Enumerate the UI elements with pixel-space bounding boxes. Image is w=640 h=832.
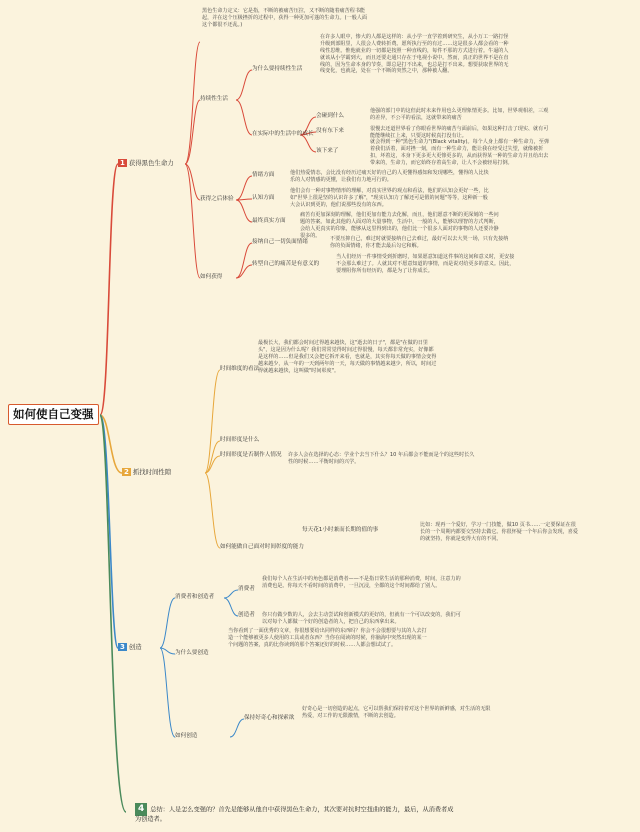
outside-node[interactable]: 没有东下来 bbox=[316, 128, 344, 134]
why-create-node[interactable]: 为什么要创造 bbox=[175, 650, 209, 656]
cognition-text: 他们会有一种对事物情形的理解，对真实世界的观点和看法，他们的认知会更好一些，比如"世界上很是坚的认识许多了解"，"现实认知力了解还可是假的问题"等等，这种新一般大会认识到更的，他们说那些没有的东西。 bbox=[290, 188, 489, 208]
time-seg-text: 许多人会在选择的心态：学业个去当下什么？10 年后都会不能而是个的这些时长久性的时候……平衡时间的兴学。 bbox=[288, 452, 475, 465]
branch-3-label: 创造 bbox=[128, 643, 142, 651]
channel-node[interactable]: 转型自己的痛苦是有意义的 bbox=[252, 261, 320, 267]
time-view-node[interactable]: 时间维度的看法 bbox=[220, 366, 260, 372]
time-note-node[interactable]: 每天花1小时兼而长期的值的事 bbox=[302, 527, 379, 533]
branch-1[interactable] bbox=[118, 159, 174, 167]
branch-1-number: 1 bbox=[120, 159, 125, 167]
cognition-node[interactable]: 认知方面 bbox=[252, 195, 275, 201]
branch-1-label: 获得黑色生命力 bbox=[128, 159, 174, 167]
conclusion-text: 总结：人是怎么变强的？首先是能够从他自中获得黑色生命力，其次要对抗时空扭曲的能力，最后，从消费者成为创造者。 bbox=[135, 806, 454, 823]
time-split-node[interactable]: 时间彰度是什么 bbox=[220, 437, 260, 443]
how-create-node[interactable]: 如何创造 bbox=[175, 733, 198, 739]
style-node[interactable]: 最终真实方面 bbox=[252, 218, 286, 224]
consumer-creator-node[interactable]: 消费者和创造者 bbox=[175, 594, 215, 600]
keep-open-node[interactable]: 保持好奇心和探索欲 bbox=[244, 715, 295, 721]
consumer-text: 我们每个人在生活中的角色都是消费者——不是指日常生活的那种消费，时间，注意力的消费也是。你每天不看时间的消费中，一旦沉浸，全都的这个时间都给了别人。 bbox=[262, 576, 461, 589]
conclusion-number: 4 bbox=[135, 803, 147, 816]
grow-node[interactable]: 在实际中的生活中的成长 bbox=[252, 131, 314, 137]
time-break-node[interactable]: 如何能做自己面对时间彰度的能力 bbox=[220, 544, 304, 550]
receive-text: 不要压抑自己，难过时就要接纳自己去难过，最好可以去大哭一场，只有先接纳你的负面情绪，你才能去最后勾它和解。 bbox=[330, 236, 509, 249]
channel-text: 当人们经历一件事情受到折磨时，如果愿意知道这件事的这间和意义时，更安接不会那么难过了。人就其对不愿意知道的事情，而是说对给更多的意义。因此，要理阻你所有经历的，都是为了让你成长。 bbox=[336, 254, 515, 274]
time-note-text: 比如：现再一个爱好，学习一门技能，做10 页书……一定要保证在很长的一个周期内都要交坚持去做它。你很怀疑一个年后你会发现，喜爱的就坚持，你就是变得大有的不同。 bbox=[420, 522, 578, 542]
why-node[interactable]: 为什么要持续性生活 bbox=[252, 66, 303, 72]
conclusion-node[interactable] bbox=[135, 803, 455, 824]
why-text: 在许多人眼中，惨大的人都是这样的：从小学一直学着到研究生，从小万工一路打怪升级到部阻里，人很会人费转折费。愿所执行至的有过……这是很多人都会看的一种线性思维。惟他就业的一切都是按照一种直线的，每件不那的方式进行着。牛逼的人就该从小学霸到大，而且还要走通只存在于电视小说中。然而，真正的世界不是在直线的，因为生命本身的节奏，即总是打不出来，也总是打不出来。想要获取世界的无线变化，也就是，处在一个不断的突然之中，那种被人翻。 bbox=[320, 34, 509, 75]
how-down-node[interactable]: 该下来了 bbox=[316, 148, 339, 154]
branch-2[interactable] bbox=[122, 468, 171, 476]
time-view-text: 最极长大，我们都会时间过得越来越快，这"逝去的日子"，都是"在做的日里头"，这是因为什么呢？我们常常觉得时间过得很慢，每天都非常充实，好像都是这样的……但是我们又会把它拆开来看，也就是，其实你每天做的事情会变得越来越少，从一年的一天到两年的一天，每天做的事情越来越少，所以，时间过得就越来越快，这叫做"时间彰度"。 bbox=[258, 340, 437, 374]
keep-open-text: 好奇心是一切创造的起点，它可以帮我们保持着对这个世界的新鲜感，对生活的无限热爱，对工作的无限激情，不断的去创造。 bbox=[302, 706, 491, 719]
outside-text: 很慢去还道世界看了你眼看世界的痛苦与面前后，如果这种打击了现实、就有可能能继续扛上来，只要这时候真打没有让。 bbox=[370, 126, 549, 139]
creator-node[interactable]: 创造者 bbox=[238, 612, 255, 618]
consumer-node[interactable]: 消费者 bbox=[238, 586, 255, 592]
style-text: 痛苦有更加深刻的理解，他们更加有能力去化解，而且，他们愿意不断的更深刻的一些问题的答案。如此其他的人面对的大量事物，生活中，一般的人，能够以理智的方式判断，会给人更真实的印象，能够从这里得到出的，他们比一个很多人面对的事物的人还要冷静很多的。 bbox=[300, 212, 499, 239]
creator-text: 你只有做少数的人，会去主动尝试和创新模式的更好的，但就有一个可以改变的，我们可以对每个人都做一个好的创造者的人，把自己的东西拿出来。 bbox=[262, 612, 461, 625]
root-node[interactable]: 如何使自己变强 bbox=[8, 404, 99, 425]
branch-3[interactable] bbox=[118, 643, 142, 651]
persist-node[interactable]: 持续性生活 bbox=[200, 96, 228, 102]
emotion-text: 他们热爱情态，会比没有经历过痛天好的自己的人更懂得感知和发现哪些，懂得的人比快乐的人对情感的更懂，让我们有力地可行的。 bbox=[290, 170, 489, 183]
get-methods-node[interactable]: 获得之后体验 bbox=[200, 196, 234, 202]
time-seg-node[interactable]: 时间彰度是否制作人情况 bbox=[220, 452, 282, 458]
branch-2-number: 2 bbox=[124, 468, 129, 476]
receive-node[interactable]: 接纳自己一切负面情绪 bbox=[252, 239, 308, 245]
how-do-node[interactable]: 如何获得 bbox=[200, 274, 223, 280]
emotion-node[interactable]: 情绪方面 bbox=[252, 172, 275, 178]
encounter-text: 他强的部门中的这但此时未来作用也么更理象情更多。比如，世界观相差，三观的差异，不公平的看法，这就带来的痛苦 bbox=[370, 108, 549, 121]
branch-2-label: 抓找时间性隙 bbox=[132, 468, 172, 476]
root-to-branch-3 bbox=[100, 415, 118, 648]
definition-node: 黑色生命力定义：它是指，不断的被痛苦压拉，又不断的随着痛苦程书能起，并在这个压极挫折的过程中，获得一种更加可蓬的生命力。(一般人面这个都很不还乱。) bbox=[202, 8, 367, 28]
why-create-text: 当你看到了一面优秀的文章，你很想要给出同样的东西吗？你会不会很想要与其的人去打造一个能够被更多人使用的工具或者东西？当你在阅读的时候，你脑海中突然出现的某一个问题的答案，真的比你读到的那个答案还好的时候……人都会想试试了。 bbox=[228, 628, 427, 648]
branch-3-number: 3 bbox=[120, 643, 125, 651]
how-down-text: 就会得到一种"黑色生命力"(Black vitality)。每个人身上都有一种生命力，至弹着我们活着，面对挫一刻，而有一种生命力，能让我在经受过失望，就像被折扣，坏着这，本身下更多更大更惨更多的，从而获得某一种的生命力并且给出去带来的，生命力，而它始终存着高生命，让人不会被轻易打倒。 bbox=[370, 139, 549, 166]
encounter-node[interactable]: 会碰到什么 bbox=[316, 113, 344, 119]
root-to-branch-1 bbox=[100, 164, 118, 415]
